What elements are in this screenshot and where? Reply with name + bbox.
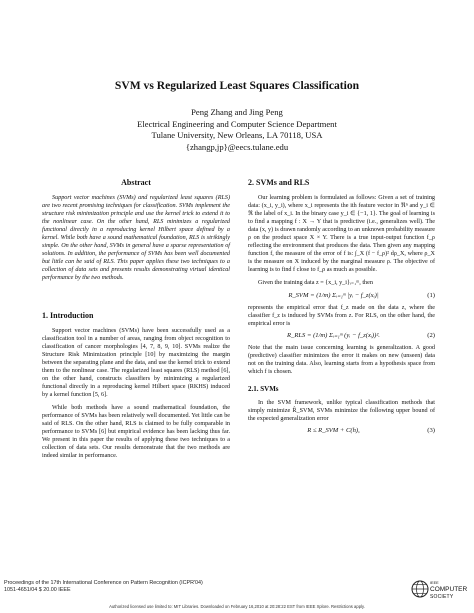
section21-paragraph-1: In the SVM framework, unlike typical classification methods that simply minimize R̂_SVM, SVMs minimize the following upper bound of the expected generalization error <box>248 399 435 423</box>
ieee-computer-society-logo <box>410 572 468 604</box>
equation-3-number: (3) <box>427 427 435 435</box>
download-notice: Authorized licensed use limited to: MIT Libraries. Downloaded on February 16,2010 at 20:28:22 EST from IEEE Xplore. Restrictions apply. <box>109 604 365 609</box>
equation-2 <box>248 332 435 340</box>
abstract-text: Support vector machines (SVMs) and regularized least squares (RLS) are two recent promising techniques for classification. SVMs implement the structure risk minimization principle and use the kernel trick to extend it to the nonlinear case. On the other hand, RLS minimizes a regularized functional directly in a reproducing kernel Hilbert space defined by a kernel. While both have a sound mathematical foundation, RLS is strikingly simple. On the other hand, SVMs in general have a sparse representation of solutions. In addition, the performance of SVMs has been well documented but little can be said of RLS. This paper applies these two techniques to a collection of data sets and presents results demonstrating virtual identical performance by the two methods. <box>42 195 230 282</box>
author-university: Tulane University, New Orleans, LA 70118, USA <box>151 130 323 140</box>
section21-heading: 2.1. SVMs <box>248 384 279 393</box>
section2-paragraph-4: Note that the main issue concerning learning is generalization. A good (predictive) classifier minimizes the error it makes on new (unseen) data not on the training data. Also, learning starts from a hypothesis space from which f is chosen. <box>248 344 435 375</box>
section2-paragraph-2: Given the training data z = {x_i, y_i}ᵢ₌₁ᵐ, then <box>258 280 373 287</box>
author-department: Electrical Engineering and Computer Science Department <box>137 118 337 129</box>
logo-society: SOCIETY <box>430 593 454 600</box>
section2-paragraph-3: represents the empirical error that f_z made on the data z, where the classifier f_z is induced by SVMs from z. For RLS, on the other hand, the empirical error is <box>248 304 435 327</box>
right-column <box>248 178 435 439</box>
intro-paragraph-2: While both methods have a sound mathematical foundation, the performance of SVMs has been relatively well documented. Yet little can be said of RLS. On the other hand, RLS is claimed to be fully comparable in performance to SVMs [6] but empirical evidence has been lacking thus far. We present in this paper the results of applying these two techniques to a collection of data sets. Our results demonstrate that the two methods are indeed similar in performance. <box>42 404 230 460</box>
section2-paragraph-1: Our learning problem is formulated as follows: Given a set of training data: (x_i, y_i), where x_i represents the ith feature vector in ℜⁿ and y_i ∈ ℜ the label of x_i. In the binary case y_i ∈ {−1, 1}. The goal of learning is to find a mapping f : X → Y that is predictive (i.e., generalizes well). The data (x, y) is drawn randomly according to an unknown probability measure ρ on the product space X × Y. There is a true input-output function f_ρ reflecting the environment that produces the data. Then given any mapping function f, the measure of the error of f is: ∫_X (f − f_ρ)² dρ_X, where ρ_X is the measure on X induced by the marginal measure ρ. The objective of learning is to find f close to f_ρ as much as possible. <box>248 195 435 274</box>
intro-heading: 1. Introduction <box>42 310 94 320</box>
equation-1 <box>248 292 435 300</box>
logo-computer: COMPUTER <box>430 585 468 593</box>
section2-heading: 2. SVMs and RLS <box>248 178 310 187</box>
author-names: Peng Zhang and Jing Peng <box>191 107 283 117</box>
equation-3-expression: R ≤ R_SVM + C(h), <box>307 427 360 435</box>
abstract-heading: Abstract <box>121 178 151 187</box>
author-block <box>0 107 474 153</box>
issn-line: 1051-4651/04 $ 20.00 IEEE <box>4 586 71 593</box>
logo-ieee: IEEE <box>430 581 439 585</box>
equation-2-number: (2) <box>427 331 435 339</box>
equation-1-expression: R_SVM = (1/m) Σᵢ₌₁ᵐ |yᵢ − f_z(xᵢ)| <box>288 291 379 299</box>
proceedings-footer <box>4 580 203 593</box>
proceedings-line: Proceedings of the 17th International Conference on Pattern Recognition (ICPR'04) <box>4 580 203 586</box>
paper-title: SVM vs Regularized Least Squares Classification <box>114 79 360 92</box>
left-column <box>42 178 230 460</box>
intro-paragraph-1: Support vector machines (SVMs) have been successfully used as a classification tool in a number of areas, ranging from object recognition to classification of cancer morphologies [4, 7, 8, 9, 10]. SVMs realize the Structure Risk Minimization principle [10] by maximizing the margin between the separating plane and the data, and use the kernel trick to extend them to the nonlinear case. The regularized least squares (RLS) method [6], on the other hand, constructs classifiers by minimizing a regularized functional directly in a reproducing kernel Hilbert space (RKHS) induced by a kernel function [5, 6]. <box>42 327 230 398</box>
equation-1-number: (1) <box>427 291 435 299</box>
equation-3 <box>248 427 435 435</box>
globe-icon <box>410 578 430 600</box>
logo-wordmark <box>430 580 467 600</box>
author-email: {zhangp,jp}@eecs.tulane.edu <box>185 141 289 152</box>
equation-2-expression: R_RLS = (1/m) Σᵢ₌₁ᵐ (yᵢ − f_z(xᵢ))². <box>287 331 380 339</box>
